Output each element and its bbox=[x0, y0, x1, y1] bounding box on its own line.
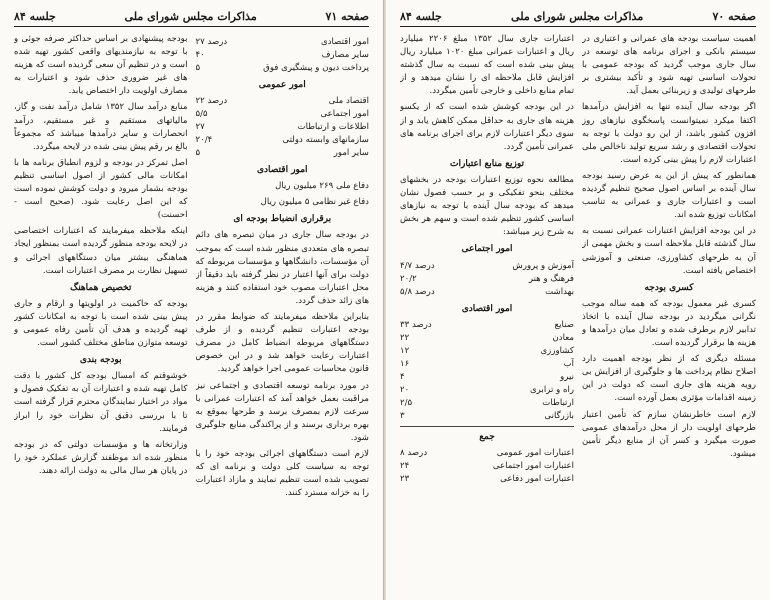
table-row: سایر امور ۵ bbox=[195, 148, 369, 159]
paragraph: در مورد برنامه توسعه اقتصادی و اجتماعی نیز مراقبت بعمل خواهد آمد که اعتبارات عمرانی با سرعت لازم بمصرف برسد و طرحها بموقع به بهره برداری برسند و از پراکندگی منابع جلوگیری شود. bbox=[195, 380, 369, 443]
section-heading: امور اقتصادی bbox=[461, 303, 513, 314]
table-row: نیرو ۴ bbox=[400, 371, 574, 382]
right-table-summary bbox=[400, 447, 574, 486]
table-row: سازمانهای وابسته دولتی ۲۰/۴ bbox=[195, 135, 369, 146]
paragraph: مسئله دیگری که از نظر بودجه اهمیت دارد اصلاح نظام پرداخت ها و جلوگیری از افزایش بی رویه هزینه های جاری است که دولت در این زمینه اقدامات مؤثری بعمل آورده است. bbox=[582, 354, 756, 404]
paragraph: همانطور که پیش از این به عرض رسید بودجه سال آینده بر اساس اصول صحیح تنظیم گردیده است و اعتبارات جاری و عمرانی به تناسب امکانات توزیع شده اند. bbox=[582, 170, 756, 221]
paragraph: خوشوقتم که امسال بودجه کل کشور با دقت کامل تهیه شده و اعتبارات آن به تفکیک فصول و مواد در اختیار نمایندگان محترم قرار گرفته است تا با بررسی دقیق آن نظرات خود را ابراز فرمایند. bbox=[14, 371, 188, 434]
table-row: کشاورزی ۱۲ bbox=[400, 345, 574, 356]
paragraph: بنابراین ملاحظه میفرمایند که ضوابط مقرر در بودجه اعتبارات تنظیم گردیده و از طرف دستگاههای مربوطه انضباط کامل در مصرف اعتبارات رعایت خواهد شد و در این خصوص قانون محاسبات عمومی اجرا خواهد گردید. bbox=[195, 312, 369, 375]
right-page-col-right bbox=[582, 33, 756, 600]
paragraph: اصل تمرکز در بودجه و لزوم انطباق برنامه ها با امکانات مالی کشور از اصول اساسی تنظیم بودجه بشمار میرود و دولت کوشش نموده است که این اصل رعایت شود. (صحیح است - احسنت) bbox=[14, 157, 188, 221]
left-page-session: جلسه ۸۴ bbox=[14, 10, 56, 23]
table-row: راه و ترابری ۲۰ bbox=[400, 384, 574, 395]
right-table-economic bbox=[400, 319, 574, 423]
right-page bbox=[386, 0, 770, 600]
table-row: آموزش و پرورش ۴/۷ درصد bbox=[400, 260, 574, 271]
table-divider bbox=[400, 426, 574, 427]
table-row: امور اقتصادی ۲۷ درصد bbox=[195, 37, 369, 47]
table-row: معادن ۲۲ bbox=[400, 332, 574, 343]
section-heading: بودجه بندی bbox=[79, 355, 122, 366]
section-heading: جمع bbox=[479, 431, 495, 442]
paragraph: اگر بودجه سال آینده تنها به افزایش درآمدها اکتفا میکرد نمیتوانست پاسخگوی نیازهای روز افزون کشور باشد، از این رو دولت با توجه به تحولات اقتصادی و رشد سریع تولید ناخالص ملی اعتبارات لازم را پیش بینی کرده است. bbox=[582, 102, 756, 165]
paragraph: اینکه ملاحظه میفرمایند که اعتبارات اختصاصی در لایحه بودجه منظور گردیده است بمنظور ایجاد هماهنگی بیشتر میان دستگاههای اجرائی و تسهیل نظارت بر مصرف اعتبارات است. bbox=[14, 226, 188, 276]
table-row: بهداشت ۵/۸ درصد bbox=[400, 286, 574, 297]
left-page bbox=[0, 0, 384, 600]
right-page-col-left bbox=[400, 33, 574, 600]
paragraph: اعتبارات جاری سال ۱۳۵۲ مبلغ ۲۲۰۶ میلیارد ریال و اعتبارات عمرانی مبلغ ۱۰۲۰ میلیارد ریال پیش بینی شده است که نسبت به سال گذشته افزایش قابل ملاحظه ای را نشان میدهد و از تمام منابع داخلی و خارجی تأمین میگردد. bbox=[400, 34, 574, 97]
right-page-header bbox=[400, 10, 756, 27]
table-row: آب ۱۶ bbox=[400, 358, 574, 369]
right-page-session: جلسه ۸۴ bbox=[400, 10, 442, 23]
table-row: اعتبارات امور دفاعی ۲۳ bbox=[400, 473, 574, 484]
table-row: فرهنگ و هنر ۲۰/۲ bbox=[400, 273, 574, 284]
table-row: اقتصاد ملی ۲۲ درصد bbox=[195, 96, 369, 107]
paragraph: در این بودجه افزایش اعتبارات عمرانی نسبت به سال گذشته قابل ملاحظه است و بخش مهمی از آن به طرحهای کشاورزی، صنعتی و آموزشی اختصاص یافته است. bbox=[582, 226, 756, 276]
section-heading: توزیع منابع اعتبارات bbox=[450, 158, 524, 169]
table-row: پرداخت دیون و پیشگیری فوق ۵ bbox=[195, 63, 369, 73]
table-row: صنایع ۳۳ درصد bbox=[400, 319, 574, 330]
table-row: بازرگانی ۳ bbox=[400, 410, 574, 421]
paragraph: لازم است خاطرنشان سازم که تأمین اعتبار طرحهای اولویت دار از محل درآمدهای عمومی صورت میگیرد و کسر آن از منابع دیگر تأمین میشود. bbox=[582, 409, 756, 459]
table-row: سایر مصارف ۴۰ bbox=[195, 50, 369, 60]
paragraph: بودجه که حاکمیت در اولویتها و ارقام و جاری پیش بینی شده است با توجه به امکانات کشور تهیه گردیده و هدف آن تأمین رفاه عمومی و توسعه متوازن مناطق مختلف کشور است. bbox=[14, 298, 188, 349]
section-heading: امور عمومی bbox=[258, 80, 306, 90]
paragraph: وزارتخانه ها و مؤسسات دولتی که در بودجه منظور شده اند موظفند گزارش عملکرد خود را در پایان هر سال مالی به دولت ارائه دهند. bbox=[14, 439, 188, 476]
paragraph: لازم است دستگاههای اجرائی بودجه خود را با توجه به سیاست کلی دولت و برنامه ای که تصویب شده است تنظیم نمایند و مازاد اعتبارات را به خزانه مسترد کنند. bbox=[195, 448, 369, 499]
section-heading: کسری بودجه bbox=[644, 282, 694, 293]
paragraph: بودجه پیشنهادی بر اساس حداکثر صرفه جوئی و با توجه به نیازمندیهای واقعی کشور تهیه شده است و در تنظیم آن سعی گردیده است که هزینه های غیر ضروری حذف شود و اعتبارات به مصارف اولویت دار اختصاص یابد. bbox=[14, 34, 188, 97]
paragraph: اهمیت سیاست بودجه های عمرانی و اعتباری در سیستم بانکی و اجرای برنامه های توسعه در سال جاری موجب گردید که بودجه عمومی با تحولات اساسی تهیه شود و تأکید بیشتری بر طرحهای تولیدی و زیربنائی بعمل آید. bbox=[582, 34, 756, 97]
table-row: اعتبارات امور اجتماعی ۲۴ bbox=[400, 460, 574, 471]
table-row: ارتباطات ۲/۵ bbox=[400, 397, 574, 408]
paragraph: کسری غیر معمول بودجه که همه ساله موجب نگرانی میگردید در بودجه سال آینده با اتخاذ تدابیر لازم برطرف شده و تعادل میان درآمدها و هزینه ها برقرار گردیده است. bbox=[582, 298, 756, 349]
paragraph: منابع درآمد سال ۱۳۵۲ شامل درآمد نفت و گاز، مالیاتهای مستقیم و غیر مستقیم، درآمد انحصارات و سایر درآمدها میباشد که مجموعاً بالغ بر رقم پیش بینی شده در لایحه میگردد. bbox=[14, 102, 188, 152]
paragraph: مطالعه نحوه توزیع اعتبارات بودجه در بخشهای مختلف بنحو تفکیکی و بر حسب فصول نشان میدهد که بودجه سال آینده با توجه به نیازهای اساسی کشور تنظیم شده است و سهم هر بخش به شرح زیر میباشد: bbox=[400, 174, 574, 238]
paragraph: در این بودجه کوشش شده است که از یکسو هزینه های جاری به حداقل ممکن کاهش یابد و از سوی دیگر اعتبارات لازم برای اجرای برنامه های عمرانی تأمین گردد. bbox=[400, 102, 574, 152]
left-page-col-left bbox=[14, 33, 188, 600]
left-page-title: مذاکرات مجلس شورای ملی bbox=[124, 10, 257, 23]
line-item: دفاع غیر نظامی ۵ میلیون ریال bbox=[260, 197, 369, 208]
left-page-col-right bbox=[196, 33, 370, 600]
section-heading: امور اقتصادی bbox=[256, 165, 308, 176]
left-page-number: صفحه ۷۱ bbox=[325, 10, 369, 23]
line-item: دفاع ملی ۲۶۹ میلیون ریال bbox=[275, 181, 369, 192]
right-table-social bbox=[400, 260, 574, 299]
section-heading: برقراری انضباط بودجه ای bbox=[233, 214, 332, 225]
table-row: امور اجتماعی ۵/۵ bbox=[195, 109, 369, 120]
left-table-top bbox=[196, 36, 370, 75]
section-heading: تخصیص هماهنگ bbox=[70, 282, 132, 293]
table-row: اطلاعات و ارتباطات ۲۷ bbox=[195, 122, 369, 133]
section-heading: امور اجتماعی bbox=[461, 244, 513, 255]
paragraph: در بودجه سال جاری در میان تبصره های دائم تبصره های متعددی منظور شده است که بموجب آن مؤسسات، دانشگاهها و مؤسسات مربوطه که دولت برای آنها اعتبار در نظر گرفته باید دقیقاً از محل اعتبارات مصوب خود استفاده کنند و هزینه های زائد حذف گردد. bbox=[195, 230, 369, 306]
table-row: اعتبارات امور عمومی ۸ درصد bbox=[400, 447, 574, 458]
right-page-number: صفحه ۷۰ bbox=[712, 10, 756, 23]
left-page-header bbox=[14, 10, 369, 27]
right-page-title: مذاکرات مجلس شورای ملی bbox=[511, 10, 644, 23]
left-table-mid bbox=[196, 95, 370, 160]
